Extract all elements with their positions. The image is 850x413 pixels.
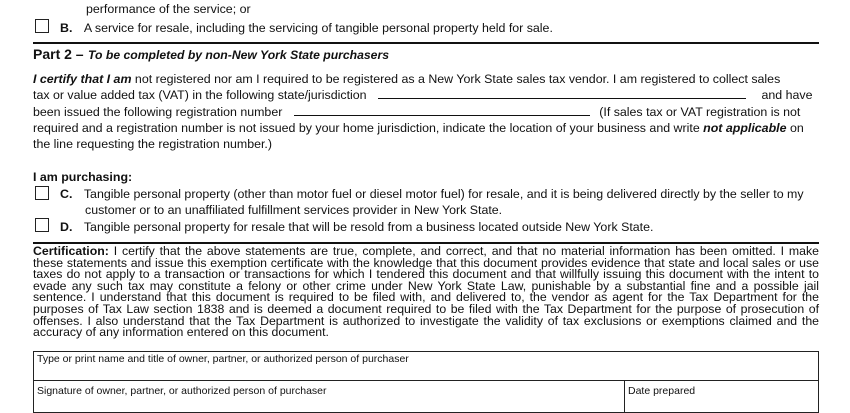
certify-line-3-end: (If sales tax or VAT registration is not bbox=[599, 105, 801, 119]
certification-text: I certify that the above statements are true, complete, and correct, and that no material information has been omitted. I make these statements and issue this exemption certificate with the knowledge that this document provides evidence that state and local sales or use taxes do not apply to a transaction or transactions for which I tendered this document and that willfully issuing this document with the intent to evade any such tax may constitute a felony or other crime under New York State Law, punishable by a substantial fine and a possible jail sentence. I understand that this document is required to be filed with, and delivered to, the vendor as agent for the Tax Department for the purposes of Tax Law section 1838 and is deemed a document required to be filed with the Tax Department for the purpose of prosecution of offenses. I also understand that the Tax Department is authorized to investigate the validity of tax exclusions or exemptions claimed and the accuracy of any information entered on this document. bbox=[33, 244, 820, 340]
name-title-label: Type or print name and title of owner, partner, or authorized person of purchaser bbox=[37, 353, 409, 365]
continued-text: performance of the service; or bbox=[86, 2, 251, 16]
certify-line-3-text: been issued the following registration number bbox=[33, 105, 283, 119]
certify-line-2-text: tax or value added tax (VAT) in the following state/jurisdiction bbox=[33, 88, 367, 102]
option-c-line-2: customer or to an unaffiliated fulfillment services provider in New York State. bbox=[85, 203, 503, 217]
option-d-letter: D. bbox=[60, 220, 73, 234]
option-c-line-1: Tangible personal property (other than motor fuel or diesel motor fuel) for resale, and it is being delivered directly by the seller to my bbox=[83, 187, 804, 201]
certification-paragraph bbox=[33, 246, 819, 339]
part2-heading bbox=[33, 46, 389, 64]
certify-line-1 bbox=[33, 72, 780, 87]
certify-line-5: the line requesting the registration number.) bbox=[33, 137, 273, 151]
option-c-letter: C. bbox=[60, 187, 73, 201]
date-label: Date prepared bbox=[628, 385, 696, 397]
certify-line-4-text: required and a registration number is not issued by your home jurisdiction, indicate the location of your business and write bbox=[33, 121, 700, 135]
option-d bbox=[60, 220, 653, 235]
option-d-text: Tangible personal property for resale that will be resold from a business located outside New York State. bbox=[83, 220, 654, 234]
registration-number-field[interactable] bbox=[294, 104, 590, 116]
checkbox-c[interactable] bbox=[35, 186, 49, 200]
certify-line-2-end: and have bbox=[761, 88, 813, 102]
certify-lead: I certify that I am bbox=[33, 72, 132, 86]
certify-line-3 bbox=[33, 104, 800, 120]
certify-line-4-end: on bbox=[789, 121, 804, 135]
option-b bbox=[60, 21, 553, 36]
not-applicable-emph: not applicable bbox=[703, 121, 787, 135]
certify-line-4 bbox=[33, 121, 804, 136]
part2-subtitle: To be completed by non-New York State purchasers bbox=[88, 48, 389, 62]
certify-line-1-text: not registered nor am I required to be registered as a New York State sales tax vendor. I am registered to collect sales bbox=[134, 72, 781, 86]
signature-label: Signature of owner, partner, or authorized person of purchaser bbox=[37, 385, 327, 397]
purchasing-heading: I am purchasing: bbox=[33, 170, 133, 184]
option-b-text: A service for resale, including the servicing of tangible personal property held for sale. bbox=[83, 21, 553, 35]
date-field[interactable] bbox=[624, 380, 819, 413]
option-b-letter: B. bbox=[60, 21, 73, 35]
section-divider bbox=[33, 42, 819, 44]
signature-field[interactable] bbox=[33, 380, 625, 413]
checkbox-d[interactable] bbox=[35, 218, 49, 232]
part2-title: Part 2 – bbox=[33, 46, 84, 62]
certification-label: Certification: bbox=[33, 244, 109, 258]
name-title-field[interactable] bbox=[33, 351, 819, 381]
option-c bbox=[60, 187, 804, 202]
jurisdiction-field[interactable] bbox=[378, 87, 746, 99]
checkbox-b[interactable] bbox=[35, 19, 49, 33]
certify-line-2 bbox=[33, 87, 812, 103]
